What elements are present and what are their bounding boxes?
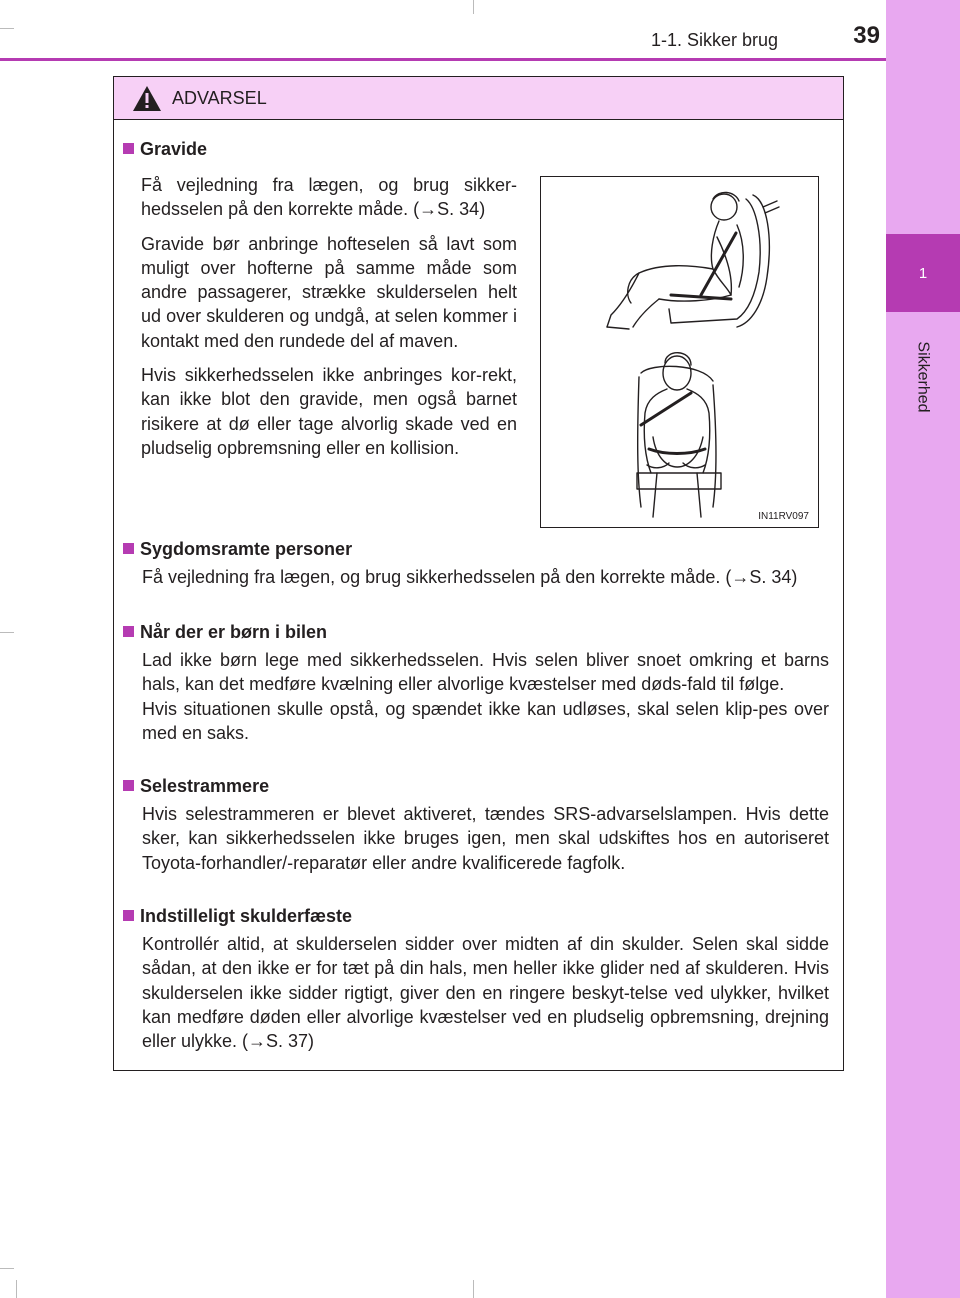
header-title: 1-1. Sikker brug bbox=[650, 30, 778, 50]
paragraph: Kontrollér altid, at skulderselen sidder over midten af din skulder. Selen skal sidde sådan, at den ikke er for tæt på din hals, men heller ikke glider ned af skulderen. Hvis skulderselen ikke sidder rigtigt, giver den en ringere beskyt-telse ved ulykker, hvilket kan medføre døden eller alvorlige kvæstelser ved en pludselig opbremsning, drejning eller ulykke. (→S. 37) bbox=[142, 934, 829, 1052]
chapter-tab[interactable]: 1 bbox=[886, 234, 960, 312]
paragraph: Hvis selestrammeren er blevet aktiveret, tændes SRS-advarselslampen. Hvis dette sker, kan sikkerhedsselen ikke bruges igen, men skal udskiftes hos en autoriseret Toyota-forhandler/-reparatør eller andre kvalificerede fagfolk. bbox=[142, 804, 829, 873]
section-children bbox=[123, 620, 829, 745]
paragraph: Hvis situationen skulle opstå, og spændet ikke kan udløses, skal selen klip-pes over med en saks. bbox=[142, 698, 829, 743]
paragraph: Gravide bør anbringe hofteselen så lavt som muligt over hofterne på samme måde som andre passagerer, strække skulderselen helt ud over skulderen og undgå, at selen kommer i kontakt med den rundede del af maven. bbox=[141, 233, 517, 351]
section-title: Indstilleligt skulderfæste bbox=[123, 904, 829, 928]
bullet-square-icon bbox=[123, 543, 134, 554]
section-pretensioners bbox=[123, 774, 829, 875]
pregnant-seatbelt-illustration bbox=[540, 176, 819, 528]
section-title: Når der er børn i bilen bbox=[123, 620, 829, 644]
paragraph: Få vejledning fra lægen, og brug sikker-hedsselen på den korrekte måde. (→S. 34) bbox=[141, 175, 517, 220]
warning-header bbox=[114, 77, 843, 120]
header-rule bbox=[0, 58, 886, 61]
paragraph: Lad ikke børn lege med sikkerhedsselen. Hvis selen bliver snoet omkring et barns hals, kan det medføre kvælning eller alvorlige kvæstelser med døds-fald til følge. bbox=[142, 650, 829, 695]
bullet-square-icon bbox=[123, 143, 134, 154]
pregnant-text bbox=[141, 173, 517, 460]
bullet-square-icon bbox=[123, 910, 134, 921]
section-sick-persons bbox=[123, 537, 829, 589]
illustration-drawing bbox=[541, 177, 818, 527]
warning-title: ADVARSEL bbox=[172, 88, 267, 108]
chapter-sidebar bbox=[886, 0, 960, 1298]
section-title: Sygdomsramte personer bbox=[123, 537, 829, 561]
page-number: 39 bbox=[853, 22, 880, 49]
chapter-label: Sikkerhed bbox=[915, 341, 932, 413]
paragraph: Få vejledning fra lægen, og brug sikkerhedsselen på den korrekte måde. (→S. 34) bbox=[142, 567, 798, 587]
section-title: Gravide bbox=[123, 137, 829, 161]
figure-code: IN11RV097 bbox=[758, 511, 809, 522]
bullet-square-icon bbox=[123, 780, 134, 791]
section-pregnant bbox=[123, 137, 829, 161]
section-title: Selestrammere bbox=[123, 774, 829, 798]
warning-icon bbox=[132, 85, 162, 112]
bullet-square-icon bbox=[123, 626, 134, 637]
paragraph: Hvis sikkerhedsselen ikke anbringes kor-rekt, kan ikke blot den gravide, men også barnet risikere at dø eller tage alvorlig skade ved en pludselig opbremsning eller en kollision. bbox=[141, 365, 517, 458]
section-adjustable-anchor bbox=[123, 904, 829, 1053]
